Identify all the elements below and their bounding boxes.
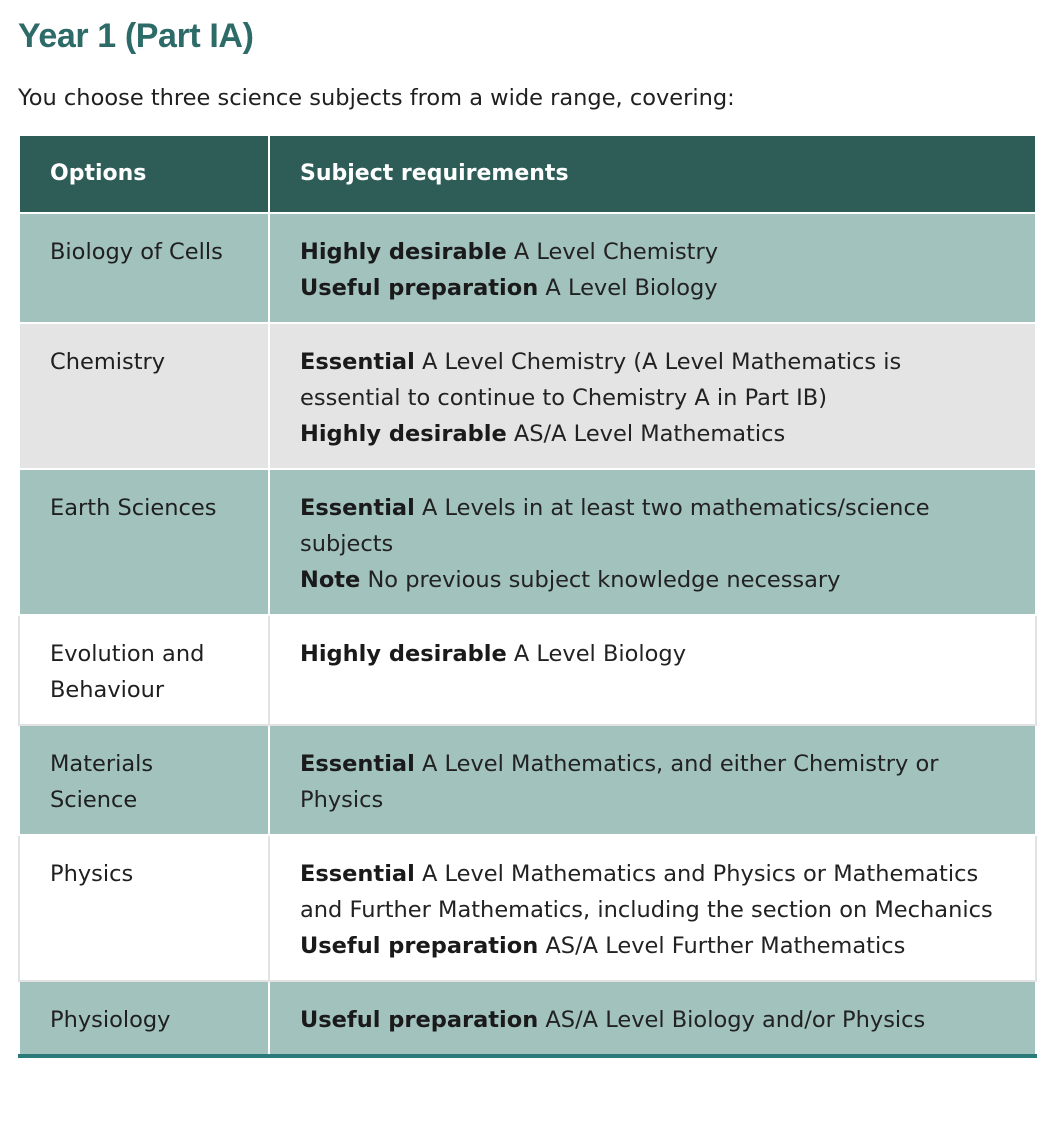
requirements-cell [269,469,1036,615]
table-row [19,725,1036,835]
page-title: Year 1 (Part IA) [18,17,254,55]
requirement-text: A Level Mathematics and Physics or Mathematics and Further Mathematics, including the section on Mechanics [300,861,993,923]
requirement-line [300,234,1005,270]
requirement-line [300,344,1005,416]
requirement-text: AS/A Level Mathematics [513,421,786,447]
requirement-label: Highly desirable [300,641,507,667]
requirements-cell [269,725,1036,835]
requirement-label: Note [300,567,361,593]
option-cell [19,725,269,835]
option-cell [19,615,269,725]
requirement-text: A Levels in at least two mathematics/science subjects [300,495,930,557]
requirement-label: Essential [300,861,415,887]
option-cell [19,213,269,323]
option-name: Chemistry [50,349,166,375]
requirement-line [300,562,1005,598]
requirement-text: A Level Chemistry [513,239,719,265]
table-row [19,323,1036,469]
table-row [19,981,1036,1056]
requirement-text: AS/A Level Biology and/or Physics [545,1007,926,1033]
requirement-text: A Level Chemistry (A Level Mathematics is essential to continue to Chemistry A in Part IB) [300,349,902,411]
requirements-cell [269,213,1036,323]
requirement-label: Useful preparation [300,1007,539,1033]
option-name: Earth Sciences [50,495,217,521]
requirement-line [300,416,1005,452]
requirement-line [300,1002,1005,1038]
table-row [19,615,1036,725]
option-cell [19,981,269,1056]
table-header-row [19,135,1036,213]
requirement-line [300,856,1005,928]
option-cell [19,323,269,469]
requirement-label: Highly desirable [300,239,507,265]
requirement-label: Essential [300,349,415,375]
table-row [19,213,1036,323]
requirements-cell [269,615,1036,725]
header-subject-requirements: Subject requirements [269,135,1036,213]
requirement-label: Useful preparation [300,933,539,959]
option-name: Materials Science [50,751,154,813]
requirement-text: A Level Mathematics, and either Chemistry or Physics [300,751,939,813]
header-options: Options [19,135,269,213]
option-name: Evolution and Behaviour [50,641,205,703]
option-cell [19,469,269,615]
option-name: Physiology [50,1007,171,1033]
requirement-line [300,636,1005,672]
requirements-cell [269,981,1036,1056]
requirement-line [300,928,1005,964]
table-row [19,835,1036,981]
requirement-label: Useful preparation [300,275,539,301]
intro-text: You choose three science subjects from a wide range, covering: [18,85,735,111]
requirement-text: A Level Biology [513,641,687,667]
option-name: Biology of Cells [50,239,223,265]
table-row [19,469,1036,615]
requirement-line [300,270,1005,306]
requirement-text: No previous subject knowledge necessary [367,567,841,593]
option-cell [19,835,269,981]
requirements-cell [269,323,1036,469]
requirement-label: Essential [300,751,415,777]
requirement-line [300,746,1005,818]
requirement-line [300,490,1005,562]
requirements-cell [269,835,1036,981]
option-name: Physics [50,861,134,887]
requirement-text: A Level Biology [545,275,718,301]
requirement-label: Essential [300,495,415,521]
requirements-table [18,134,1037,1058]
requirements-table-container [18,134,1035,1058]
requirement-label: Highly desirable [300,421,507,447]
requirement-text: AS/A Level Further Mathematics [545,933,906,959]
